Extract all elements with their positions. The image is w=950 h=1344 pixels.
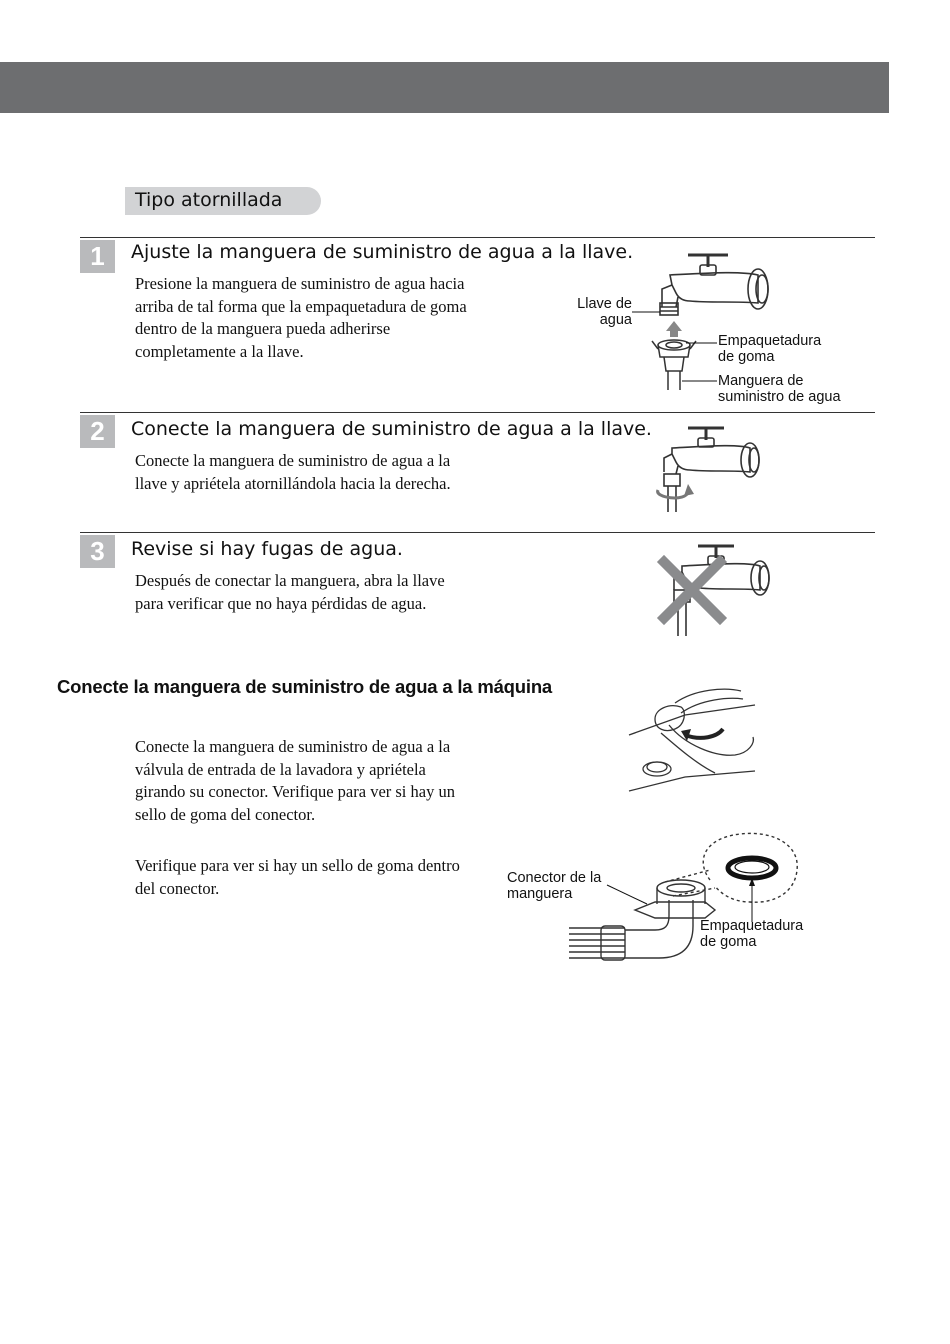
faucet-leak-figure xyxy=(650,540,780,640)
machine-para-1-line: Conecte la manguera de suministro de agua a la xyxy=(135,737,451,756)
section-pill xyxy=(125,187,321,215)
machine-para-2 xyxy=(135,855,460,900)
label-conector xyxy=(507,870,601,902)
step-3-rule xyxy=(80,532,875,533)
step-3-text xyxy=(135,570,445,615)
section-pill-label: Tipo atornillada xyxy=(135,189,283,211)
cross-icon xyxy=(664,562,720,618)
step-1-rule xyxy=(80,237,875,238)
step-3-number: 3 xyxy=(80,535,115,568)
label-llave-line1: Llave de xyxy=(577,296,632,312)
step-3-title: Revise si hay fugas de agua. xyxy=(131,538,403,560)
label-conector-line2: manguera xyxy=(507,886,573,902)
label-empaq2-line2: de goma xyxy=(700,934,757,950)
step-1-line: completamente a la llave. xyxy=(135,341,304,361)
faucet-tighten-figure xyxy=(650,420,780,520)
faucet-icon xyxy=(660,255,768,315)
label-empaquetadura xyxy=(718,333,821,365)
label-manguera xyxy=(718,373,841,405)
step-3-line: para verificar que no haya pérdidas de agua. xyxy=(135,593,427,613)
step-2-title: Conecte la manguera de suministro de agua a la llave. xyxy=(131,418,652,440)
step-1-line: dentro de la manguera pueda adherirse xyxy=(135,319,391,338)
step-1-line: arriba de tal forma que la empaquetadura de goma xyxy=(135,296,467,316)
label-conector-line1: Conector de la xyxy=(507,870,602,886)
label-llave xyxy=(572,296,632,328)
header-bar xyxy=(0,62,889,113)
label-empaq-line2: de goma xyxy=(718,349,775,365)
step-1-title: Ajuste la manguera de suministro de agua a la llave. xyxy=(131,241,634,263)
step-2-rule xyxy=(80,412,875,413)
step-2-text xyxy=(135,450,451,495)
machine-para-1-line: girando su conector. Verifique para ver si hay un xyxy=(135,782,455,801)
machine-para-1-line: válvula de entrada de la lavadora y apriételа xyxy=(135,759,426,779)
step-1-line: Presione la manguera de suministro de agua hacia xyxy=(135,274,465,293)
machine-section-heading: Conecte la manguera de suministro de agua a la máquina xyxy=(57,676,553,697)
label-llave-line2: agua xyxy=(599,312,632,328)
machine-para-1 xyxy=(135,736,455,826)
step-2-line: llave y apriételа atornillándola hacia la derecha. xyxy=(135,473,451,493)
label-mang-line1: Manguera de xyxy=(718,373,804,389)
hand-connector-figure xyxy=(625,685,765,795)
label-mang-line2: suministro de agua xyxy=(718,389,841,405)
machine-para-2-line: Verifique para ver si hay un sello de goma dentro xyxy=(135,856,460,875)
step-2-number: 2 xyxy=(80,415,115,448)
step-3-line: Después de conectar la manguera, abra la llave xyxy=(135,571,445,590)
label-empaq2-line1: Empaquetadura xyxy=(700,918,804,934)
step-1-number: 1 xyxy=(80,240,115,273)
step-1-text xyxy=(135,273,467,363)
label-empaq-line1: Empaquetadura xyxy=(718,333,822,349)
label-empaquetadura-2 xyxy=(700,918,803,950)
step-2-line: Conecte la manguera de suministro de agua a la xyxy=(135,451,451,470)
machine-para-1-line: sello de goma del conector. xyxy=(135,804,316,824)
machine-para-2-line: del conector. xyxy=(135,878,220,898)
